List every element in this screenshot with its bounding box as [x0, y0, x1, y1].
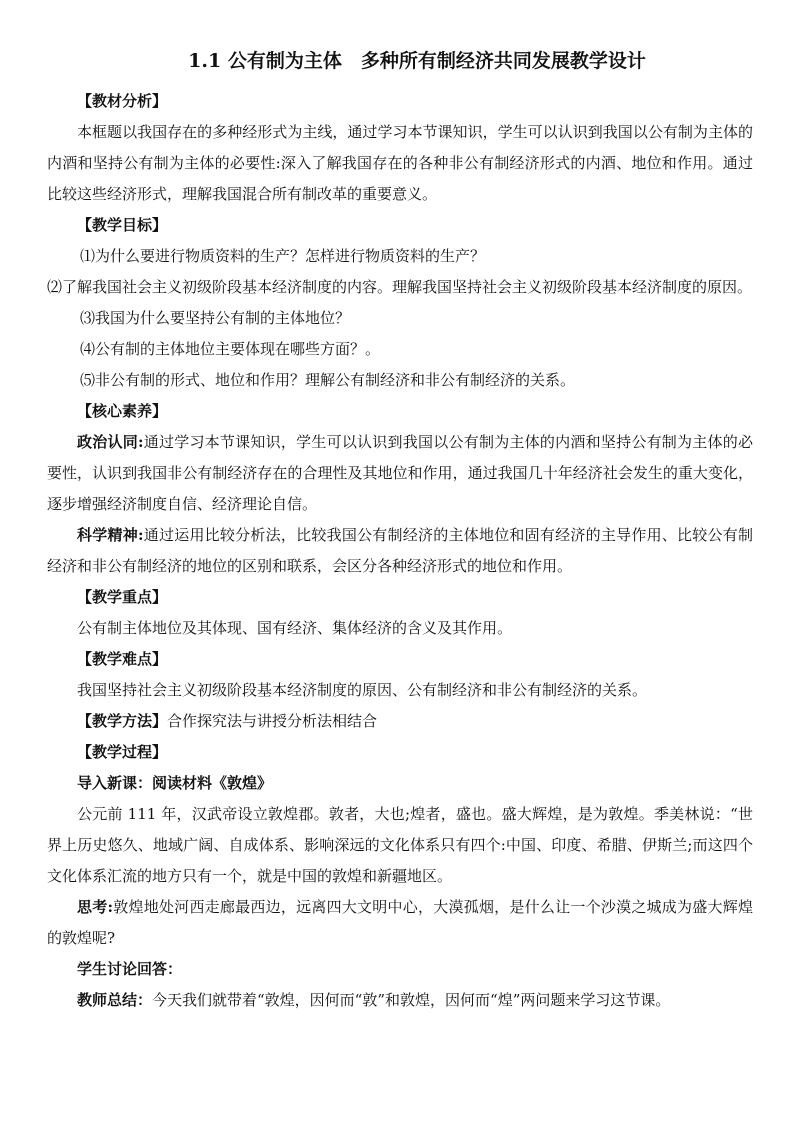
- difficulties-text: 我国坚持社会主义初级阶段基本经济制度的原因、公有制经济和非公有制经济的关系。: [77, 681, 648, 699]
- summary-label: 教师总结：: [77, 991, 153, 1009]
- key-points-text: 公有制主体地位及其体现、国有经济、集体经济的含义及其作用。: [77, 619, 513, 637]
- document-title: 1.1 公有制为主体 多种所有制经济共同发展教学设计: [188, 50, 646, 72]
- literacy-science-paragraph: [47, 520, 753, 582]
- section-heading-methods: 【教学方法】: [77, 712, 168, 730]
- literacy-political-paragraph: [47, 427, 753, 520]
- think-text: 敦煌地处河西走廊最西边，远离四大文明中心，大漠孤烟，是什么让一个沙漠之城成为盛大辉煌的敦煌呢?: [47, 898, 753, 947]
- goal-item: ⑵了解我国社会主义初级阶段基本经济制度的内容。理解我国坚持社会主义初级阶段基本经济制度的原因。: [47, 278, 753, 296]
- section-heading-process: 【教学过程】: [77, 743, 168, 761]
- goal-item: ⑶我国为什么要坚持公有制的主体地位？: [80, 309, 351, 327]
- goal-item: ⑴为什么要进行物质资料的生产？怎样进行物质资料的生产？: [80, 247, 486, 265]
- political-text: 通过学习本节课知识，学生可以认识到我国以公有制为主体的内酒和坚持公有制为主体的必要性，认识到我国非公有制经济存在的合理性及其地位和作用，通过我国几十年经济社会发生的重大变化，逐步增强经济制度自信、经济理论自信。: [47, 433, 753, 513]
- discuss-label: 学生讨论回答：: [77, 960, 183, 978]
- political-label: 政治认同:: [77, 433, 144, 451]
- section-heading-difficulties: 【教学难点】: [77, 650, 168, 668]
- section-heading-goals: 【教学目标】: [77, 216, 168, 234]
- section-heading-analysis: 【教材分析】: [77, 92, 168, 110]
- analysis-paragraph: 本框题以我国存在的多种经形式为主线，通过学习本节课知识，学生可以认识到我国以公有制为主体的内酒和坚持公有制为主体的必要性:深入了解我国存在的各种非公有制经济形式的内酒、地位和作用。通过比较这些经济形式，理解我国混合所有制改革的重要意义。: [47, 123, 753, 203]
- think-label: 思考:: [77, 898, 114, 916]
- science-label: 科学精神:: [77, 526, 144, 544]
- intro-label: 导入新课：阅读材料《敦煌》: [77, 774, 273, 792]
- summary-text: 今天我们就带着“敦煌，因何而“敦”和敦煌，因何而“煌”两问题来学习这节课。: [152, 991, 671, 1009]
- section-heading-literacy: 【核心素养】: [77, 402, 168, 420]
- science-text: 通过运用比较分析法，比较我国公有制经济的主体地位和固有经济的主导作用、比较公有制经济和非公有制经济的地位的区别和联系，会区分各种经济形式的地位和作用。: [47, 526, 753, 575]
- goal-item: ⑷公有制的主体地位主要体现在哪些方面？。: [80, 340, 381, 358]
- section-heading-key-points: 【教学重点】: [77, 588, 168, 606]
- summary-paragraph: [47, 985, 753, 1016]
- goal-item: ⑸非公有制的形式、地位和作用？理解公有制经济和非公有制经济的关系。: [80, 371, 576, 389]
- document-body: [47, 86, 753, 1016]
- methods-text: 合作探究法与讲授分析法相结合: [167, 712, 378, 730]
- methods-line: [47, 706, 753, 737]
- intro-paragraph: 公元前 111 年，汉武帝设立敦煌郡。敦者，大也;煌者，盛也。盛大辉煌，是为敦煌。季美林说：“世界上历史悠久、地域广阔、自成体系、影响深远的文化体系只有四个:中国、印度、希腊、伊斯兰;而这四个文化体系汇流的地方只有一个，就是中国的敦煌和新疆地区。: [47, 805, 753, 885]
- think-paragraph: [47, 892, 753, 954]
